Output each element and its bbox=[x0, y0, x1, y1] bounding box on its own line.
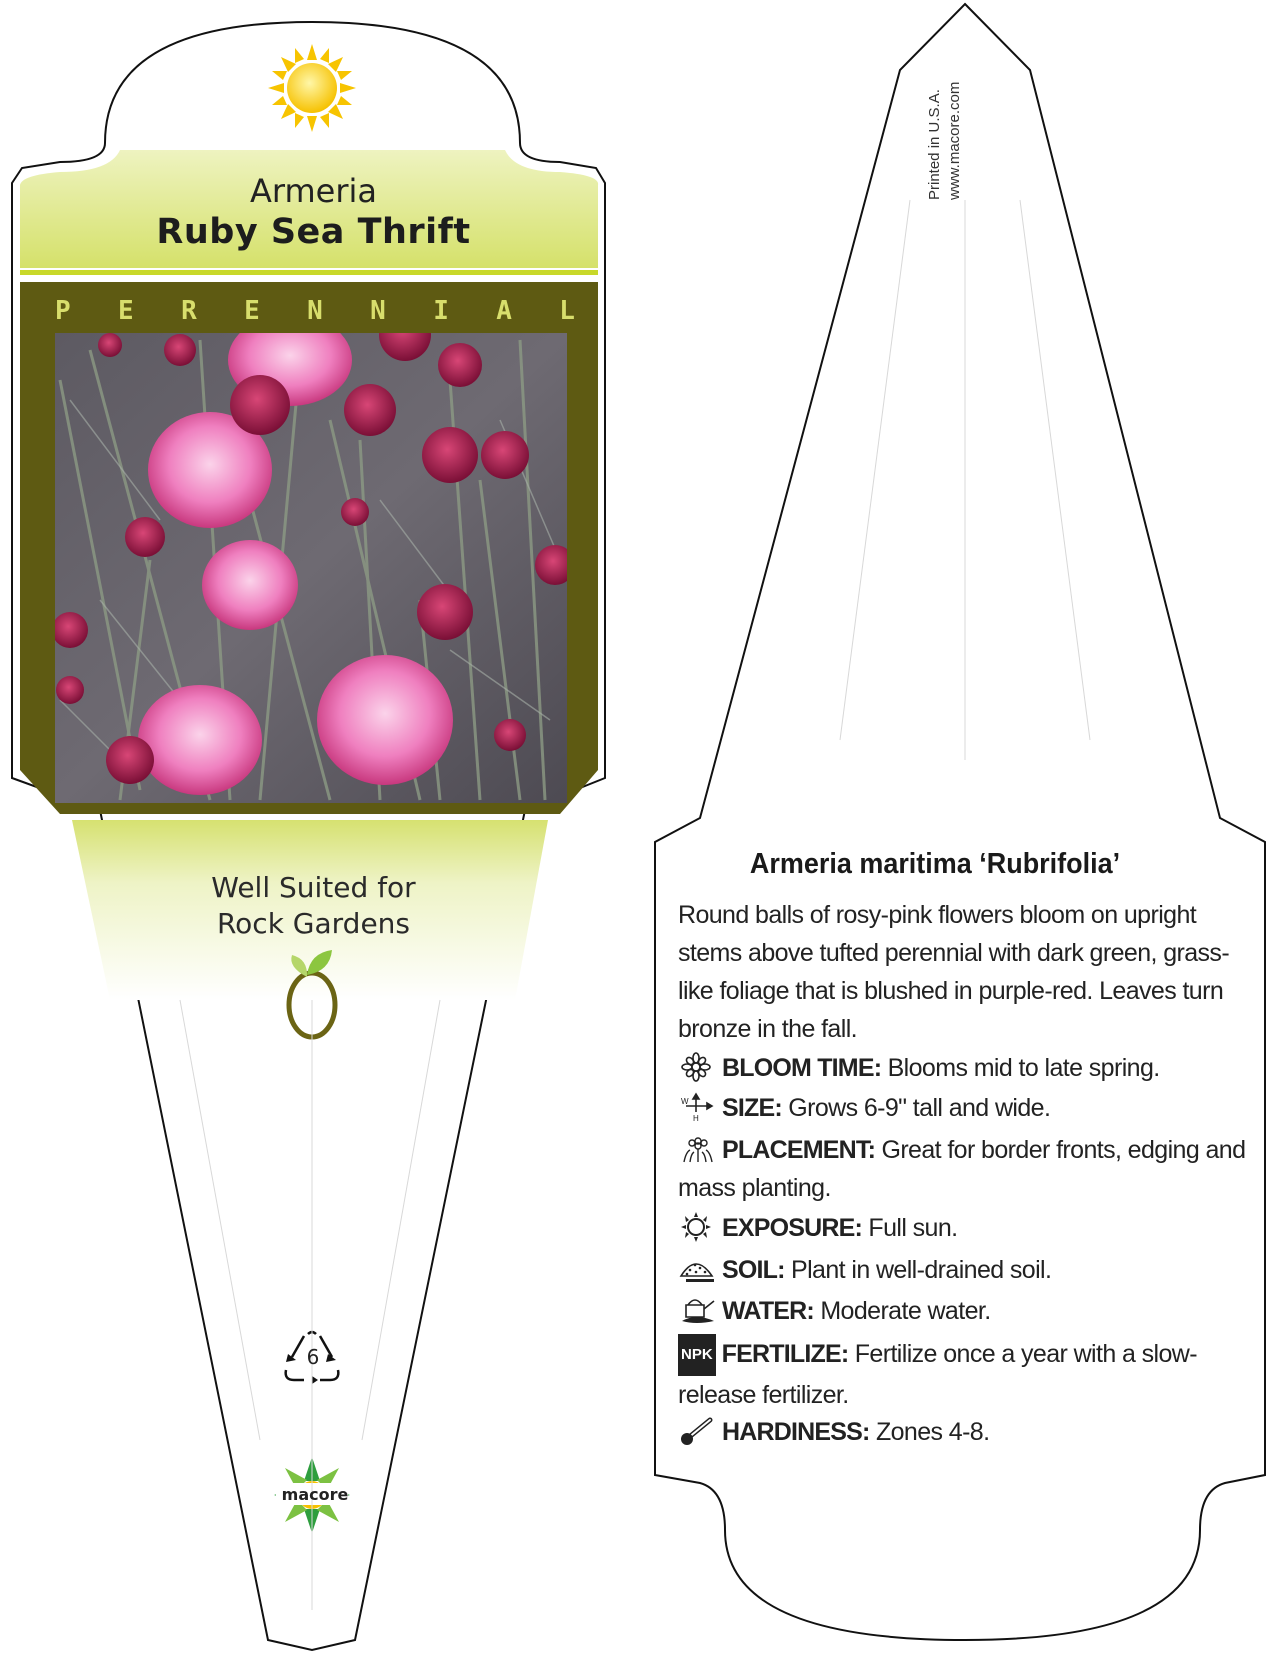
attribute-soil bbox=[678, 1251, 1258, 1289]
category-letter: A bbox=[496, 296, 512, 326]
attribute-water bbox=[678, 1292, 1258, 1330]
attribute-label: PLACEMENT: bbox=[722, 1136, 876, 1164]
category-letter: L bbox=[559, 296, 575, 326]
flower-icon bbox=[678, 1052, 718, 1082]
attribute-hardiness bbox=[678, 1413, 1258, 1451]
category-letter: I bbox=[433, 296, 449, 326]
category-letter: E bbox=[118, 296, 134, 326]
printed-info bbox=[925, 20, 965, 200]
tagline bbox=[20, 870, 607, 942]
attribute-label: BLOOM TIME: bbox=[722, 1054, 882, 1082]
tagline-line: Well Suited for bbox=[211, 871, 416, 904]
npk-icon: NPK bbox=[678, 1334, 716, 1376]
category-letter: N bbox=[370, 296, 386, 326]
placement-icon bbox=[678, 1134, 718, 1164]
watering-can-icon bbox=[678, 1295, 718, 1325]
svg-text:W: W bbox=[681, 1097, 688, 1106]
category-letter: P bbox=[55, 296, 71, 326]
attribute-bloom-time bbox=[678, 1049, 1258, 1087]
attribute-size bbox=[678, 1089, 1258, 1127]
recycle-code: 6 bbox=[306, 1345, 320, 1369]
attribute-label: HARDINESS: bbox=[722, 1418, 870, 1446]
attribute-value: Great for border fronts, edging and mass planting. bbox=[678, 1136, 1246, 1202]
thermometer-icon bbox=[678, 1416, 718, 1446]
attribute-exposure bbox=[678, 1209, 1258, 1247]
scientific-name: Armeria maritima ‘Rubrifolia’ bbox=[749, 848, 1121, 880]
attribute-value: Blooms mid to late spring. bbox=[887, 1054, 1160, 1082]
attribute-fertilize bbox=[678, 1334, 1258, 1414]
attribute-value: Grows 6-9" tall and wide. bbox=[788, 1094, 1051, 1122]
attribute-value: Full sun. bbox=[868, 1214, 958, 1242]
attribute-value: Fertilize once a year with a slow-release fertilizer. bbox=[678, 1340, 1197, 1409]
attribute-label: FERTILIZE: bbox=[721, 1340, 849, 1368]
logo-text: macore bbox=[281, 1485, 349, 1504]
tagline-line: Rock Gardens bbox=[216, 907, 411, 940]
attribute-label: SIZE: bbox=[722, 1094, 782, 1122]
sun-icon bbox=[678, 1212, 718, 1242]
attribute-value: Moderate water. bbox=[820, 1297, 991, 1325]
attribute-label: EXPOSURE: bbox=[722, 1214, 863, 1242]
plant-photo bbox=[52, 309, 575, 803]
soil-icon bbox=[678, 1254, 718, 1284]
category-letter: E bbox=[244, 296, 260, 326]
printed-line: Printed in U.S.A. bbox=[926, 89, 943, 200]
plant-description: Round balls of rosy-pink flowers bloom on upright stems above tufted perennial with dark green, grass-like foliage that is blushed in purple-red. Leaves turn bronze in the fall. bbox=[678, 901, 1230, 1043]
attribute-value: Zones 4-8. bbox=[875, 1418, 990, 1446]
category-letter: N bbox=[307, 296, 323, 326]
sun-icon bbox=[268, 44, 356, 132]
attribute-value: Plant in well-drained soil. bbox=[791, 1256, 1052, 1284]
front-genus: Armeria bbox=[250, 172, 377, 210]
svg-text:H: H bbox=[693, 1114, 699, 1122]
attribute-placement bbox=[678, 1131, 1258, 1207]
size-icon bbox=[678, 1092, 718, 1122]
attribute-label: WATER: bbox=[722, 1297, 814, 1325]
printed-line: www.macore.com bbox=[946, 81, 963, 200]
category-letter: R bbox=[181, 296, 197, 326]
front-common-name: Ruby Sea Thrift bbox=[156, 212, 471, 252]
attribute-label: SOIL: bbox=[722, 1256, 785, 1284]
category-label bbox=[55, 296, 575, 326]
